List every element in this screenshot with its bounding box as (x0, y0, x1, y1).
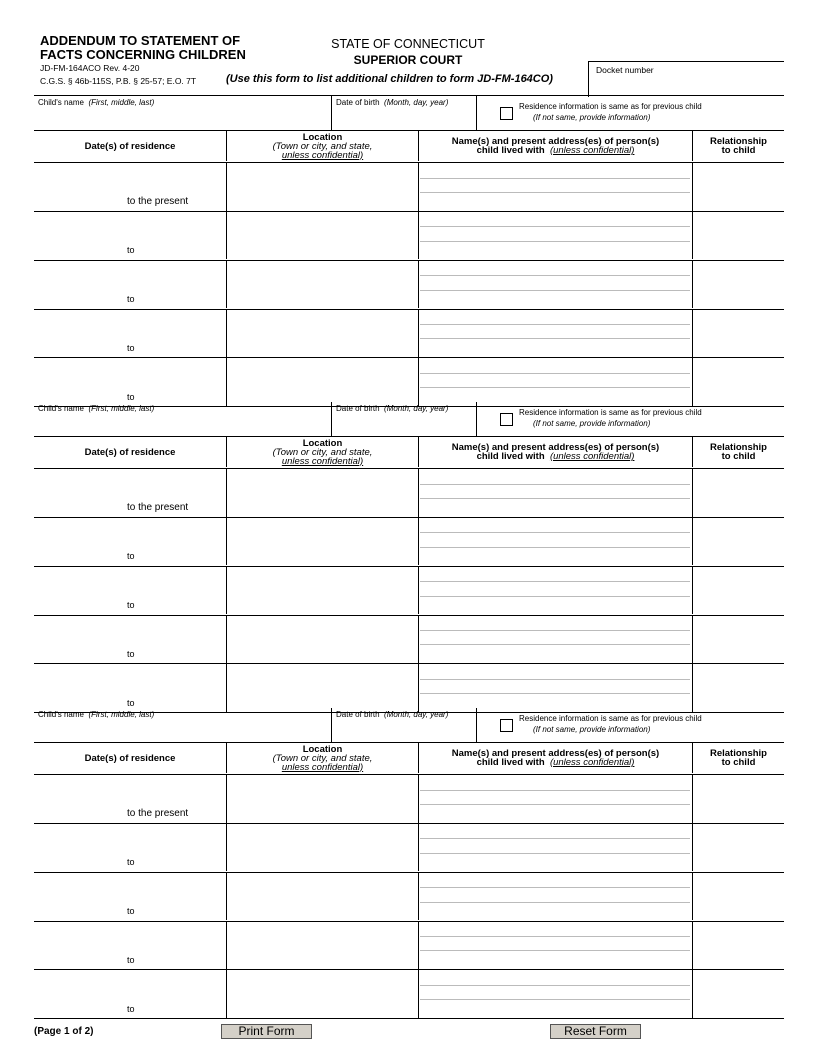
col-dates-header (34, 743, 226, 773)
child-name-input[interactable] (38, 415, 328, 432)
person-address-input[interactable] (420, 388, 690, 403)
dob-label-text: Date of birth (336, 710, 380, 719)
residence-row (34, 775, 784, 824)
person-address-input[interactable] (420, 1000, 690, 1015)
residence-row (34, 358, 784, 407)
residence-persons-cell (418, 163, 692, 211)
person-address-input[interactable] (420, 519, 690, 534)
col-relationship-text-2: to child (721, 451, 756, 462)
dob-label-text: Date of birth (336, 404, 380, 413)
residence-location-cell[interactable] (226, 212, 418, 260)
residence-location-cell[interactable] (226, 163, 418, 211)
person-address-input[interactable] (420, 499, 690, 514)
residence-persons-cell (418, 824, 692, 872)
divider (331, 96, 332, 130)
residence-relationship-cell[interactable] (692, 567, 784, 615)
person-address-input[interactable] (420, 242, 690, 257)
col-persons-text-2: child lived with (476, 757, 545, 768)
residence-relationship-cell[interactable] (692, 775, 784, 823)
residence-row (34, 615, 784, 664)
col-location-header (226, 131, 418, 161)
residence-relationship-cell[interactable] (692, 921, 784, 969)
residence-relationship-cell[interactable] (692, 664, 784, 712)
same-as-previous-hint: (If not same, provide information) (533, 725, 651, 734)
residence-persons-cell (418, 212, 692, 260)
child-block (34, 402, 784, 708)
col-relationship-text-1: Relationship (709, 136, 767, 147)
residence-relationship-cell[interactable] (692, 873, 784, 921)
child-name-label (38, 710, 154, 719)
col-persons-header (418, 743, 692, 773)
same-as-previous-hint: (If not same, provide information) (533, 419, 651, 428)
person-address-input[interactable] (420, 276, 690, 291)
col-location-text: Location (302, 437, 343, 449)
residence-to-label: to (127, 906, 135, 917)
residence-persons-cell (418, 309, 692, 357)
person-address-input[interactable] (420, 262, 690, 277)
form-title-text (40, 34, 246, 62)
residence-to-label: to (127, 551, 135, 562)
divider (331, 402, 332, 436)
person-address-input[interactable] (420, 193, 690, 208)
child-name-label-text: Child's name (38, 98, 84, 107)
residence-relationship-cell[interactable] (692, 358, 784, 406)
col-location-hint-1: (Town or city, and state, (272, 140, 373, 152)
residence-row (34, 567, 784, 616)
residence-row (34, 873, 784, 922)
residence-to-label: to (127, 245, 135, 256)
state-name: STATE OF CONNECTICUT (331, 37, 485, 51)
person-address-input[interactable] (420, 805, 690, 820)
residence-persons-cell (418, 970, 692, 1018)
residence-persons-cell (418, 358, 692, 406)
residence-to-label: to (127, 648, 135, 659)
divider (476, 402, 477, 436)
col-dates-text: Date(s) of residence (84, 140, 176, 152)
col-location-hint-1: (Town or city, and state, (272, 752, 373, 764)
residence-dates-cell[interactable] (34, 970, 226, 1018)
col-location-text: Location (302, 743, 343, 755)
person-address-input[interactable] (420, 533, 690, 548)
divider (331, 708, 332, 742)
child-name-hint: (First, middle, last) (88, 98, 155, 107)
residence-location-cell[interactable] (226, 873, 418, 921)
person-address-input[interactable] (420, 568, 690, 583)
residence-relationship-cell[interactable] (692, 469, 784, 517)
residence-to-label: to (127, 954, 135, 965)
residence-to-label: to (127, 342, 135, 353)
same-as-previous-label: Residence information is same as for previous child (519, 714, 702, 723)
residence-location-cell[interactable] (226, 970, 418, 1018)
date-of-birth-input[interactable] (336, 721, 472, 738)
person-address-input[interactable] (420, 694, 690, 709)
residence-persons-cell (418, 518, 692, 566)
col-location-header (226, 743, 418, 773)
residence-location-cell[interactable] (226, 664, 418, 712)
col-relationship-text-2: to child (721, 145, 756, 156)
residence-relationship-cell[interactable] (692, 518, 784, 566)
residence-persons-cell (418, 567, 692, 615)
residence-row (34, 212, 784, 261)
col-persons-text-1: Name(s) and present address(es) of person(s) (451, 136, 660, 147)
title-line-2: FACTS CONCERNING CHILDREN (40, 47, 246, 62)
residence-persons-cell (418, 469, 692, 517)
col-persons-text-1: Name(s) and present address(es) of person(s) (451, 442, 660, 453)
dob-label (336, 404, 448, 413)
residence-row (34, 309, 784, 358)
residence-location-cell[interactable] (226, 261, 418, 309)
col-dates-header (34, 437, 226, 467)
child-name-label (38, 98, 154, 107)
residence-location-cell[interactable] (226, 567, 418, 615)
child-name-label-text: Child's name (38, 710, 84, 719)
residence-row (34, 469, 784, 518)
residence-dates-cell[interactable] (34, 567, 226, 615)
child-info-row (34, 96, 784, 130)
residence-dates-cell[interactable] (34, 163, 226, 211)
residence-location-cell[interactable] (226, 358, 418, 406)
residence-location-cell[interactable] (226, 309, 418, 357)
col-dates-header (34, 131, 226, 161)
person-address-input[interactable] (420, 888, 690, 903)
col-persons-header (418, 437, 692, 467)
person-address-input[interactable] (420, 470, 690, 485)
person-address-input[interactable] (420, 986, 690, 1001)
col-location-hint-2: unless confidential) (281, 149, 364, 161)
page-indicator: (Page 1 of 2) (34, 1026, 94, 1037)
dob-hint: (Month, day, year) (384, 710, 449, 719)
col-persons-text-1: Name(s) and present address(es) of person(s) (451, 748, 660, 759)
col-relationship-text-2: to child (721, 757, 756, 768)
child-name-hint: (First, middle, last) (88, 404, 155, 413)
dob-hint: (Month, day, year) (384, 98, 449, 107)
person-address-input[interactable] (420, 582, 690, 597)
date-of-birth-input[interactable] (336, 109, 472, 126)
dob-label (336, 98, 448, 107)
residence-location-cell[interactable] (226, 775, 418, 823)
col-relationship-text-1: Relationship (709, 442, 767, 453)
person-address-input[interactable] (420, 951, 690, 966)
child-name-input[interactable] (38, 109, 328, 126)
person-address-input[interactable] (420, 825, 690, 840)
residence-location-cell[interactable] (226, 824, 418, 872)
child-name-label-text: Child's name (38, 404, 84, 413)
person-address-input[interactable] (420, 227, 690, 242)
person-address-input[interactable] (420, 903, 690, 918)
residence-row (34, 824, 784, 873)
residence-to-label: to the present (127, 501, 189, 513)
person-address-input[interactable] (420, 854, 690, 869)
residence-relationship-cell[interactable] (692, 970, 784, 1018)
person-address-input[interactable] (420, 291, 690, 306)
same-as-previous-label: Residence information is same as for previous child (519, 408, 702, 417)
col-persons-hint: (unless confidential) (549, 451, 635, 462)
col-relationship-header (692, 437, 784, 467)
residence-dates-cell[interactable] (34, 775, 226, 823)
person-address-input[interactable] (420, 548, 690, 563)
same-as-previous-hint: (If not same, provide information) (533, 113, 651, 122)
residence-dates-cell[interactable] (34, 921, 226, 969)
person-address-input[interactable] (420, 339, 690, 354)
residence-relationship-cell[interactable] (692, 824, 784, 872)
divider (476, 708, 477, 742)
col-location-hint-2: unless confidential) (281, 455, 364, 467)
col-location-hint-2: unless confidential) (281, 761, 364, 773)
residence-dates-cell[interactable] (34, 309, 226, 357)
residence-location-cell[interactable] (226, 469, 418, 517)
col-relationship-header (692, 131, 784, 161)
col-persons-text-2: child lived with (476, 145, 545, 156)
title-line-1: ADDENDUM TO STATEMENT OF (40, 33, 241, 48)
col-dates-text: Date(s) of residence (84, 752, 176, 764)
residence-row (34, 163, 784, 212)
column-header-row (34, 130, 784, 163)
residence-location-cell[interactable] (226, 518, 418, 566)
print-form-button[interactable]: Print Form (221, 1024, 312, 1039)
person-address-input[interactable] (420, 616, 690, 631)
col-persons-line-2 (477, 146, 635, 155)
divider (476, 96, 477, 130)
docket-number-label: Docket number (596, 65, 654, 75)
child-block (34, 96, 784, 402)
residence-persons-cell (418, 775, 692, 823)
same-as-previous-checkbox[interactable] (500, 719, 513, 732)
child-block (34, 708, 784, 1014)
residence-to-label: to (127, 697, 135, 708)
person-address-input[interactable] (420, 874, 690, 889)
residence-dates-cell[interactable] (34, 664, 226, 712)
person-address-input[interactable] (420, 922, 690, 937)
person-address-input[interactable] (420, 645, 690, 660)
residence-persons-cell (418, 873, 692, 921)
person-address-input[interactable] (420, 597, 690, 612)
col-persons-line-2 (477, 758, 635, 767)
residence-persons-cell (418, 615, 692, 663)
person-address-input[interactable] (420, 179, 690, 194)
column-header-row (34, 742, 784, 775)
person-address-input[interactable] (420, 665, 690, 680)
residence-relationship-cell[interactable] (692, 309, 784, 357)
residence-to-label: to (127, 600, 135, 611)
dob-hint: (Month, day, year) (384, 404, 449, 413)
person-address-input[interactable] (420, 213, 690, 228)
col-persons-text-2: child lived with (476, 451, 545, 462)
column-header-row (34, 436, 784, 469)
child-name-label (38, 404, 154, 413)
residence-relationship-cell[interactable] (692, 261, 784, 309)
child-info-row (34, 708, 784, 742)
dob-label-text: Date of birth (336, 98, 380, 107)
person-address-input[interactable] (420, 310, 690, 325)
residence-persons-cell (418, 261, 692, 309)
residence-dates-cell[interactable] (34, 358, 226, 406)
child-info-row (34, 402, 784, 436)
residence-dates-cell[interactable] (34, 615, 226, 663)
person-address-input[interactable] (420, 937, 690, 952)
residence-dates-cell[interactable] (34, 518, 226, 566)
residence-dates-cell[interactable] (34, 824, 226, 872)
col-persons-header (418, 131, 692, 161)
col-location-text: Location (302, 131, 343, 143)
date-of-birth-input[interactable] (336, 415, 472, 432)
same-as-previous-checkbox[interactable] (500, 107, 513, 120)
person-address-input[interactable] (420, 325, 690, 340)
residence-relationship-cell[interactable] (692, 212, 784, 260)
person-address-input[interactable] (420, 485, 690, 500)
residence-relationship-cell[interactable] (692, 163, 784, 211)
person-address-input[interactable] (420, 631, 690, 646)
residence-row (34, 518, 784, 567)
col-persons-line-2 (477, 452, 635, 461)
residence-to-label: to (127, 391, 135, 402)
docket-number-box (588, 61, 784, 97)
col-relationship-text-1: Relationship (709, 748, 767, 759)
person-address-input[interactable] (420, 971, 690, 986)
residence-to-label: to (127, 1003, 135, 1014)
residence-relationship-cell[interactable] (692, 615, 784, 663)
dob-label (336, 710, 448, 719)
person-address-input[interactable] (420, 680, 690, 695)
residence-location-cell[interactable] (226, 615, 418, 663)
col-location-hint-1: (Town or city, and state, (272, 446, 373, 458)
residence-dates-cell[interactable] (34, 261, 226, 309)
docket-number-input[interactable] (595, 78, 780, 94)
residence-to-label: to (127, 857, 135, 868)
person-address-input[interactable] (420, 374, 690, 389)
residence-to-label: to (127, 294, 135, 305)
col-persons-hint: (unless confidential) (549, 757, 635, 768)
col-dates-text: Date(s) of residence (84, 446, 176, 458)
col-location-header (226, 437, 418, 467)
form-number: JD-FM-164ACO Rev. 4-20 (40, 63, 140, 73)
col-relationship-header (692, 743, 784, 773)
person-address-input[interactable] (420, 164, 690, 179)
residence-row (34, 261, 784, 310)
statute-reference: C.G.S. § 46b-115S, P.B. § 25-57; E.O. 7T (40, 76, 197, 86)
col-persons-hint: (unless confidential) (549, 145, 635, 156)
same-as-previous-label: Residence information is same as for previous child (519, 102, 702, 111)
child-name-hint: (First, middle, last) (88, 710, 155, 719)
residence-row (34, 664, 784, 713)
residence-row (34, 970, 784, 1019)
reset-form-button[interactable]: Reset Form (550, 1024, 641, 1039)
person-address-input[interactable] (420, 791, 690, 806)
person-address-input[interactable] (420, 776, 690, 791)
residence-persons-cell (418, 921, 692, 969)
residence-location-cell[interactable] (226, 921, 418, 969)
residence-dates-cell[interactable] (34, 873, 226, 921)
residence-to-label: to the present (127, 807, 189, 819)
court-name: SUPERIOR COURT (353, 53, 463, 67)
residence-persons-cell (418, 664, 692, 712)
same-as-previous-checkbox[interactable] (500, 413, 513, 426)
residence-row (34, 921, 784, 970)
person-address-input[interactable] (420, 359, 690, 374)
residence-dates-cell[interactable] (34, 212, 226, 260)
child-name-input[interactable] (38, 721, 328, 738)
person-address-input[interactable] (420, 839, 690, 854)
residence-dates-cell[interactable] (34, 469, 226, 517)
form-instruction: (Use this form to list additional children to form JD-FM-164CO) (226, 73, 553, 85)
residence-to-label: to the present (127, 195, 189, 207)
